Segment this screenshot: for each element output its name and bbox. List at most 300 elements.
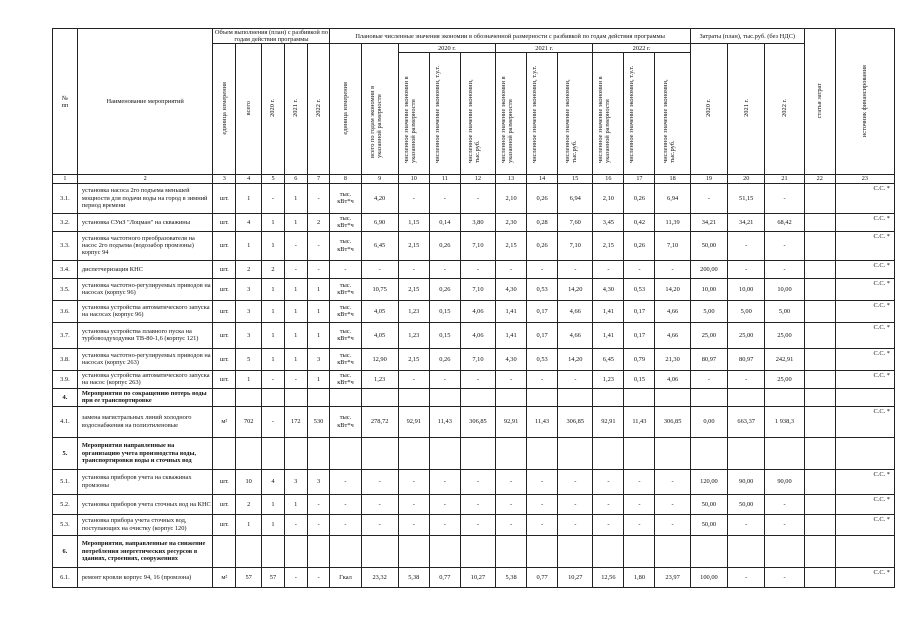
cell-z20: - <box>690 183 727 213</box>
table-row <box>53 278 895 300</box>
cell-a1: 1,23 <box>398 322 429 348</box>
empty-cell <box>307 535 330 567</box>
cell-c3: 4,66 <box>655 300 690 322</box>
cell-y20: - <box>262 370 285 388</box>
cell-y22: 3 <box>307 348 330 370</box>
header-2021-tut: численное значение экономии, т.у.т. <box>527 53 558 175</box>
column-number: 18 <box>655 175 690 183</box>
cell-all: 4,05 <box>361 322 398 348</box>
column-number: 9 <box>361 175 398 183</box>
cell-b3: 7,60 <box>558 213 593 231</box>
cell-z22: 68,42 <box>765 213 804 231</box>
header-y2020: 2020 г. <box>262 44 285 175</box>
cell-a2: 0,15 <box>429 322 460 348</box>
cell-source <box>835 183 894 213</box>
cell-total: 10 <box>236 469 262 494</box>
cell-a2: 0,26 <box>429 231 460 260</box>
cell-art <box>804 348 835 370</box>
cell-n: 6. <box>53 535 78 567</box>
cell-a1: 5,38 <box>398 567 429 587</box>
empty-cell <box>527 388 558 406</box>
cell-u2: тыс. кВт*ч <box>330 406 361 437</box>
table-row <box>53 370 895 388</box>
cell-source <box>835 213 894 231</box>
cell-source <box>835 567 894 587</box>
empty-cell <box>398 535 429 567</box>
cell-all: 10,75 <box>361 278 398 300</box>
table-row <box>53 322 895 348</box>
cell-n: 5.2. <box>53 494 78 514</box>
cell-u2: тыс. кВт*ч <box>330 300 361 322</box>
cell-b1: 5,38 <box>496 567 527 587</box>
cell-y20: 1 <box>262 322 285 348</box>
cell-a1: - <box>398 370 429 388</box>
cell-n: 5.3. <box>53 514 78 535</box>
cell-z20: 80,97 <box>690 348 727 370</box>
cell-total: 4 <box>236 213 262 231</box>
cell-u2: - <box>330 260 361 278</box>
column-number: 15 <box>558 175 593 183</box>
cell-n: 3.1. <box>53 183 78 213</box>
cell-b1: 2,30 <box>496 213 527 231</box>
empty-cell <box>307 388 330 406</box>
header-2021-dim: численное значение экономии в указанной размерности <box>496 53 527 175</box>
cell-y20: 1 <box>262 213 285 231</box>
cell-unit: шт. <box>213 278 236 300</box>
cell-name: установка приборов учета сточных вод на КНС <box>77 494 213 514</box>
cell-c2: 0,53 <box>624 278 655 300</box>
cell-a1: - <box>398 514 429 535</box>
cell-b2: 0,26 <box>527 183 558 213</box>
cell-n: 3.9. <box>53 370 78 388</box>
cell-b2: 0,28 <box>527 213 558 231</box>
cell-u2: тыс. кВт*ч <box>330 348 361 370</box>
cell-name: установка приборов учета на скважинах промзоны <box>77 469 213 494</box>
cell-b1: 2,10 <box>496 183 527 213</box>
cell-y21: - <box>284 231 307 260</box>
cell-y20: 1 <box>262 300 285 322</box>
header-total-econ: всего по годам экономии в указанной размерности <box>361 44 398 175</box>
cell-a3: 306,85 <box>460 406 495 437</box>
cell-c3: - <box>655 469 690 494</box>
cell-total: 2 <box>236 260 262 278</box>
header-2020-tut: численное значение экономии, т.у.т. <box>429 53 460 175</box>
empty-cell <box>330 437 361 469</box>
cell-total: 3 <box>236 278 262 300</box>
empty-cell <box>460 437 495 469</box>
cell-name: установка устройства автоматического запуска на насос (корпус 263) <box>77 370 213 388</box>
source-value: С.С. * <box>873 371 890 379</box>
header-2022-tut: численное значение экономии, т.у.т. <box>624 53 655 175</box>
cell-z20: 200,00 <box>690 260 727 278</box>
empty-cell <box>593 388 624 406</box>
empty-cell <box>624 535 655 567</box>
header-year-2020: 2020 г. <box>398 44 495 53</box>
cell-z21: 51,15 <box>728 183 765 213</box>
cell-z20: 0,00 <box>690 406 727 437</box>
cell-u2: - <box>330 494 361 514</box>
header-unit2: единица измерения <box>330 44 361 175</box>
empty-cell <box>728 388 765 406</box>
cell-art <box>804 370 835 388</box>
empty-cell <box>213 437 236 469</box>
cell-y20: - <box>262 406 285 437</box>
cell-c2: - <box>624 514 655 535</box>
header-2020-rub: численное значение экономии, тыс.руб. <box>460 53 495 175</box>
source-value: С.С. * <box>873 323 890 331</box>
header-2022-rub: численное значение экономии, тыс.руб. <box>655 53 690 175</box>
cell-name: установка прибора учета сточных вод, поступающих на очистку (корпус 120) <box>77 514 213 535</box>
cell-c2: 0,79 <box>624 348 655 370</box>
cell-source <box>835 322 894 348</box>
empty-cell <box>496 388 527 406</box>
cell-y22: 1 <box>307 278 330 300</box>
cell-name: замена магистральных линий холодного водоснабжения на полиэтиленовые <box>77 406 213 437</box>
cell-b3: - <box>558 370 593 388</box>
cell-z20: 50,00 <box>690 514 727 535</box>
cell-unit: шт. <box>213 231 236 260</box>
empty-cell <box>361 437 398 469</box>
cell-y21: 1 <box>284 348 307 370</box>
cell-b3: 10,27 <box>558 567 593 587</box>
cell-b2: 0,17 <box>527 322 558 348</box>
cell-a2: - <box>429 494 460 514</box>
empty-cell <box>690 388 727 406</box>
cell-b3: 306,85 <box>558 406 593 437</box>
cell-a2: 0,26 <box>429 278 460 300</box>
empty-cell <box>330 388 361 406</box>
cell-c3: - <box>655 260 690 278</box>
cell-z22: 25,00 <box>765 322 804 348</box>
column-number: 19 <box>690 175 727 183</box>
column-number-row <box>53 175 895 183</box>
cell-a3: 4,06 <box>460 322 495 348</box>
cell-all: 4,05 <box>361 300 398 322</box>
cell-n: 3.3. <box>53 231 78 260</box>
empty-cell <box>558 535 593 567</box>
cell-u2: тыс. кВт*ч <box>330 231 361 260</box>
cell-z21: - <box>728 260 765 278</box>
cell-z22: 90,00 <box>765 469 804 494</box>
cell-y21: 1 <box>284 278 307 300</box>
column-number: 5 <box>262 175 285 183</box>
table-row <box>53 469 895 494</box>
cell-c3: - <box>655 494 690 514</box>
cell-b1: - <box>496 469 527 494</box>
table-row <box>53 494 895 514</box>
cell-z22: 5,00 <box>765 300 804 322</box>
empty-cell <box>361 535 398 567</box>
cell-z22: - <box>765 183 804 213</box>
cell-y20: - <box>262 183 285 213</box>
section-row <box>53 535 895 567</box>
header-2020-dim: численное значение экономии в указанной размерности <box>398 53 429 175</box>
empty-cell <box>558 388 593 406</box>
cell-c3: 14,20 <box>655 278 690 300</box>
source-value: С.С. * <box>873 470 890 478</box>
column-number: 21 <box>765 175 804 183</box>
empty-cell <box>765 388 804 406</box>
cell-a1: - <box>398 469 429 494</box>
empty-cell <box>835 388 894 406</box>
cell-b3: 14,20 <box>558 278 593 300</box>
empty-cell <box>398 388 429 406</box>
energy-program-table <box>52 28 895 588</box>
cell-c2: - <box>624 469 655 494</box>
cell-c1: 1,23 <box>593 370 624 388</box>
cell-a2: 0,26 <box>429 348 460 370</box>
source-value: С.С. * <box>873 495 890 503</box>
source-value: С.С. * <box>873 261 890 269</box>
empty-cell <box>527 437 558 469</box>
cell-y20: 4 <box>262 469 285 494</box>
cell-a2: 0,15 <box>429 300 460 322</box>
cell-y21: 1 <box>284 213 307 231</box>
cell-y20: 1 <box>262 278 285 300</box>
cell-total: 57 <box>236 567 262 587</box>
cell-b2: - <box>527 370 558 388</box>
empty-cell <box>284 437 307 469</box>
cell-a1: - <box>398 260 429 278</box>
column-number: 22 <box>804 175 835 183</box>
cell-b2: 0,26 <box>527 231 558 260</box>
cell-z21: 5,00 <box>728 300 765 322</box>
cell-unit: шт. <box>213 469 236 494</box>
cell-b1: 2,15 <box>496 231 527 260</box>
cell-z22: - <box>765 514 804 535</box>
cell-art <box>804 322 835 348</box>
cell-z20: 50,00 <box>690 494 727 514</box>
cell-a3: - <box>460 260 495 278</box>
cell-source <box>835 348 894 370</box>
cell-u2: тыс. кВт*ч <box>330 370 361 388</box>
cell-b1: - <box>496 514 527 535</box>
cell-all: 23,32 <box>361 567 398 587</box>
table-row <box>53 231 895 260</box>
cell-z21: - <box>728 567 765 587</box>
cell-b1: - <box>496 370 527 388</box>
column-number: 1 <box>53 175 78 183</box>
cell-b3: - <box>558 494 593 514</box>
column-numbers <box>53 175 895 183</box>
cell-a2: 0,14 <box>429 213 460 231</box>
cell-name: Мероприятия направленные на организацию учета производства воды, транспортировки воды и сточных вод <box>77 437 213 469</box>
table-row <box>53 300 895 322</box>
header-2021-rub: численное значение экономии, тыс.руб. <box>558 53 593 175</box>
cell-b3: 4,66 <box>558 322 593 348</box>
cell-unit: шт. <box>213 213 236 231</box>
cell-c3: - <box>655 514 690 535</box>
cell-n: 4. <box>53 388 78 406</box>
cell-c1: - <box>593 514 624 535</box>
cell-y21: 1 <box>284 300 307 322</box>
cell-all: - <box>361 514 398 535</box>
column-number: 7 <box>307 175 330 183</box>
cell-z20: 120,00 <box>690 469 727 494</box>
cell-name: установка СУиЗ "Лоцман" на скважины <box>77 213 213 231</box>
column-number: 16 <box>593 175 624 183</box>
cell-name: установка частотно-регулируемых приводов на насосах (корпус 96) <box>77 278 213 300</box>
cell-unit: м² <box>213 406 236 437</box>
cell-c1: - <box>593 494 624 514</box>
cell-total: 3 <box>236 322 262 348</box>
cell-all: - <box>361 494 398 514</box>
empty-cell <box>527 535 558 567</box>
cell-c1: 92,91 <box>593 406 624 437</box>
cell-y21: 1 <box>284 322 307 348</box>
cell-total: 3 <box>236 300 262 322</box>
cell-unit: м² <box>213 567 236 587</box>
cell-a1: 1,23 <box>398 300 429 322</box>
cell-b2: 0,53 <box>527 348 558 370</box>
cell-z21: - <box>728 370 765 388</box>
cell-all: 6,90 <box>361 213 398 231</box>
cell-name: ремонт кровли корпус 94, 16 (промзона) <box>77 567 213 587</box>
section-row <box>53 388 895 406</box>
empty-cell <box>236 437 262 469</box>
empty-cell <box>655 535 690 567</box>
cell-a1: 2,15 <box>398 231 429 260</box>
cell-z22: - <box>765 567 804 587</box>
empty-cell <box>496 535 527 567</box>
cell-all: 4,20 <box>361 183 398 213</box>
cell-z22: 10,00 <box>765 278 804 300</box>
header-year-2021: 2021 г. <box>496 44 593 53</box>
source-value: С.С. * <box>873 214 890 222</box>
column-number: 14 <box>527 175 558 183</box>
empty-cell <box>429 437 460 469</box>
cell-y22: - <box>307 183 330 213</box>
column-number: 10 <box>398 175 429 183</box>
cell-b2: 0,17 <box>527 300 558 322</box>
column-number: 6 <box>284 175 307 183</box>
cell-n: 3.8. <box>53 348 78 370</box>
cell-n: 6.1. <box>53 567 78 587</box>
empty-cell <box>558 437 593 469</box>
cell-z20: 50,00 <box>690 231 727 260</box>
cell-z20: 100,00 <box>690 567 727 587</box>
header-volume: Объем выполнения (план) с разбивкой по годам действия программы <box>214 29 329 44</box>
cell-name: установка частотного преобразователя на насос 2го подъема (водозабор промзоны) корпус 94 <box>77 231 213 260</box>
cell-y21: - <box>284 370 307 388</box>
cell-name: Мероприятия, направленные на снижение потребления энергетических ресурсов в зданиях, строениях, сооружениях <box>77 535 213 567</box>
header-article: статья затрат <box>804 29 835 175</box>
cell-total: 702 <box>236 406 262 437</box>
cell-u2: тыс. кВт*ч <box>330 278 361 300</box>
cell-source <box>835 260 894 278</box>
cell-y22: 530 <box>307 406 330 437</box>
cell-c1: 1,41 <box>593 300 624 322</box>
cell-n: 3.5. <box>53 278 78 300</box>
empty-cell <box>330 535 361 567</box>
cell-c1: - <box>593 260 624 278</box>
header-np: № пп <box>53 29 78 175</box>
cell-b2: - <box>527 260 558 278</box>
cell-c2: 0,17 <box>624 322 655 348</box>
header-cost-2021: 2021 г. <box>728 44 765 175</box>
cell-name: диспетчеризация КНС <box>77 260 213 278</box>
cell-art <box>804 260 835 278</box>
cell-n: 3.7. <box>53 322 78 348</box>
table-row <box>53 260 895 278</box>
cell-b2: - <box>527 469 558 494</box>
cell-y22: 3 <box>307 469 330 494</box>
cell-a3: 4,06 <box>460 300 495 322</box>
empty-cell <box>728 437 765 469</box>
cell-z21: - <box>728 231 765 260</box>
cell-c1: 4,30 <box>593 278 624 300</box>
cell-c3: 21,30 <box>655 348 690 370</box>
table-row <box>53 213 895 231</box>
header-unit: единица измерения <box>213 44 236 175</box>
source-value: С.С. * <box>873 301 890 309</box>
cell-c1: - <box>593 469 624 494</box>
cell-all: - <box>361 469 398 494</box>
cell-c3: 11,39 <box>655 213 690 231</box>
empty-cell <box>398 437 429 469</box>
empty-cell <box>765 535 804 567</box>
column-number: 12 <box>460 175 495 183</box>
table-row <box>53 406 895 437</box>
empty-cell <box>655 437 690 469</box>
cell-b1: - <box>496 494 527 514</box>
cell-b3: - <box>558 514 593 535</box>
empty-cell <box>429 388 460 406</box>
empty-cell <box>728 535 765 567</box>
cell-n: 5.1. <box>53 469 78 494</box>
cell-source <box>835 406 894 437</box>
cell-y20: 1 <box>262 514 285 535</box>
empty-cell <box>460 388 495 406</box>
cell-a1: 2,15 <box>398 348 429 370</box>
cell-z22: 242,91 <box>765 348 804 370</box>
empty-cell <box>835 437 894 469</box>
cell-y21: - <box>284 260 307 278</box>
cell-z20: 5,00 <box>690 300 727 322</box>
cell-unit: шт. <box>213 348 236 370</box>
cell-b1: 1,41 <box>496 300 527 322</box>
cell-art <box>804 300 835 322</box>
cell-b3: 4,66 <box>558 300 593 322</box>
table-row <box>53 567 895 587</box>
empty-cell <box>213 535 236 567</box>
cell-total: 2 <box>236 494 262 514</box>
cell-y20: 57 <box>262 567 285 587</box>
column-number: 20 <box>728 175 765 183</box>
header-cost-2022: 2022 г. <box>765 44 804 175</box>
empty-cell <box>262 535 285 567</box>
cell-art <box>804 278 835 300</box>
cell-z20: 10,00 <box>690 278 727 300</box>
empty-cell <box>655 388 690 406</box>
cell-a3: 3,80 <box>460 213 495 231</box>
cell-y22: - <box>307 260 330 278</box>
cell-b1: 92,91 <box>496 406 527 437</box>
empty-cell <box>213 388 236 406</box>
source-value: С.С. * <box>873 279 890 287</box>
cell-unit: шт. <box>213 300 236 322</box>
cell-b1: - <box>496 260 527 278</box>
cell-a2: 11,43 <box>429 406 460 437</box>
cell-y21: 1 <box>284 183 307 213</box>
empty-cell <box>765 437 804 469</box>
column-number: 4 <box>236 175 262 183</box>
cell-z22: - <box>765 494 804 514</box>
cell-a2: 0,77 <box>429 567 460 587</box>
source-value: С.С. * <box>873 407 890 415</box>
empty-cell <box>262 388 285 406</box>
cell-b2: 0,53 <box>527 278 558 300</box>
